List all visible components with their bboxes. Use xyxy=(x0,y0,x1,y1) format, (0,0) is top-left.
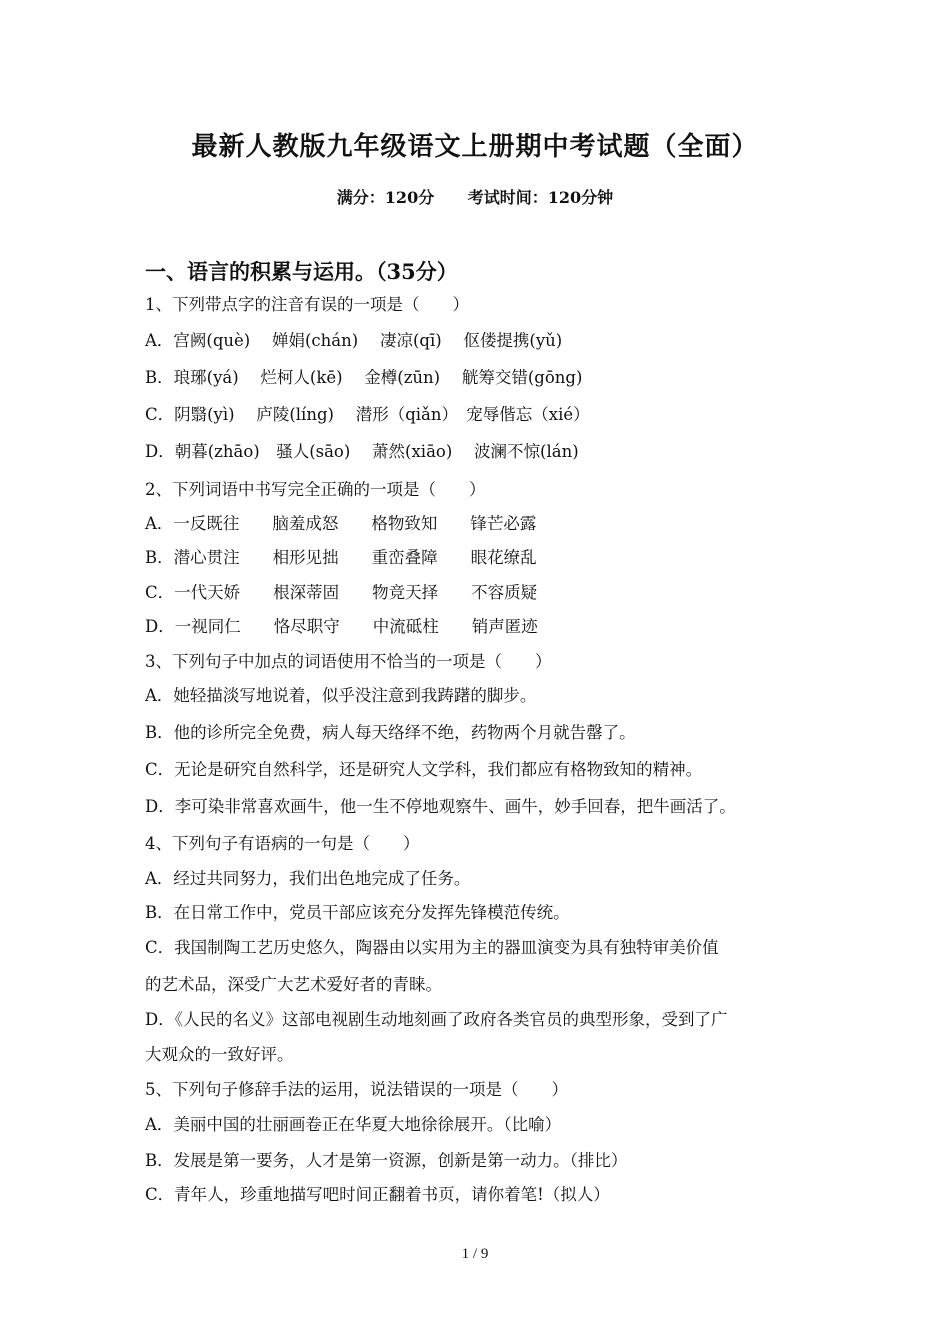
q4-option-a: A．经过共同努力，我们出色地完成了任务。 xyxy=(145,869,471,888)
q1-option-b: B．琅琊(yá) 烂柯人(kē) 金樽(zūn) 觥筹交错(gōng) xyxy=(145,368,583,387)
q2-option-b: B．潜心贯注 相形见拙 重峦叠障 眼花缭乱 xyxy=(145,548,537,567)
question-5-stem: 5、下列句子修辞手法的运用，说法错误的一项是（ ） xyxy=(145,1080,568,1099)
q2-option-c: C．一代天娇 根深蒂固 物竞天择 不容质疑 xyxy=(145,583,538,602)
full-score: 满分：120分 xyxy=(336,188,435,207)
q5-option-c: C．青年人，珍重地描写吧时间正翻着书页，请你着笔!（拟人） xyxy=(145,1185,610,1204)
question-1-stem: 1、下列带点字的注音有误的一项是（ ） xyxy=(145,295,469,314)
question-4-stem: 4、下列句子有语病的一句是（ ） xyxy=(145,834,420,853)
q4-option-b: B．在日常工作中，党员干部应该充分发挥先锋模范传统。 xyxy=(145,903,570,922)
question-3-stem: 3、下列句子中加点的词语使用不恰当的一项是（ ） xyxy=(145,652,552,671)
q5-option-a: A．美丽中国的壮丽画卷正在华夏大地徐徐展开。（比喻） xyxy=(145,1115,562,1134)
q1-option-d: D．朝暮(zhāo) 骚人(sāo) 萧然(xiāo) 波澜不惊(lán) xyxy=(145,442,579,461)
q3-option-d: D．李可染非常喜欢画牛，他一生不停地观察牛、画牛，妙手回春，把牛画活了。 xyxy=(145,797,736,816)
q3-option-a: A．她轻描淡写地说着，似乎没注意到我踌躇的脚步。 xyxy=(145,686,537,705)
q2-option-d: D．一视同仁 恪尽职守 中流砥柱 销声匿迹 xyxy=(145,617,538,636)
section-heading: 一、语言的积累与运用。（35分） xyxy=(145,259,458,284)
page-number: 1 / 9 xyxy=(461,1246,489,1262)
q5-option-b: B．发展是第一要务，人才是第一资源，创新是第一动力。（排比） xyxy=(145,1151,628,1170)
q3-option-c: C．无论是研究自然科学，还是研究人文学科，我们都应有格物致知的精神。 xyxy=(145,760,703,779)
exam-info xyxy=(0,185,950,208)
q4-option-d: D．《人民的名义》这部电视剧生动地刻画了政府各类官员的典型形象，受到了广 xyxy=(145,1010,728,1029)
q1-option-c: C．阴翳(yì) 庐陵(líng) 潜形（qiǎn） 宠辱偕忘（xié） xyxy=(145,405,590,424)
q4-option-c-cont: 的艺术品，深受广大艺术爱好者的青睐。 xyxy=(145,975,442,994)
q3-option-b: B．他的诊所完全免费，病人每天络绎不绝，药物两个月就告罄了。 xyxy=(145,723,636,742)
question-2-stem: 2、下列词语中书写完全正确的一项是（ ） xyxy=(145,480,486,499)
page-title: 最新人教版九年级语文上册期中考试题（全面） xyxy=(191,132,759,162)
exam-time: 考试时间：120分钟 xyxy=(467,188,614,207)
q1-option-a: A．宫阙(què) 婵娟(chán) 凄凉(qī) 伛偻提携(yǔ) xyxy=(145,331,563,350)
q4-option-c: C．我国制陶工艺历史悠久，陶器由以实用为主的器皿演变为具有独特审美价值 xyxy=(145,938,719,957)
q2-option-a: A．一反既往 脑羞成怒 格物致知 锋芒必露 xyxy=(145,514,537,533)
q4-option-d-cont: 大观众的一致好评。 xyxy=(145,1045,294,1064)
